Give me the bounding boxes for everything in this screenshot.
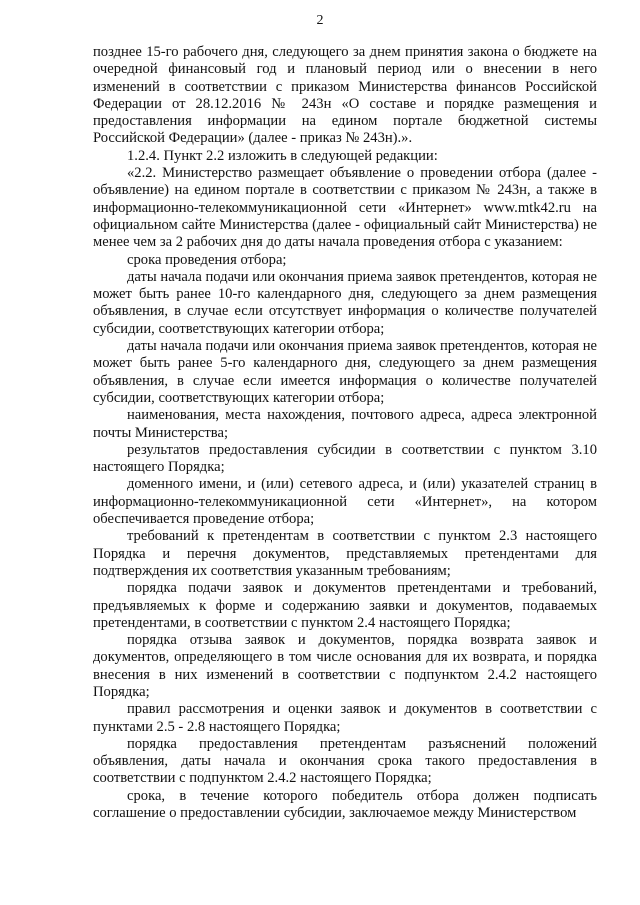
- paragraph: наименования, места нахождения, почтового адреса, адреса электронной почты Министерства;: [93, 407, 597, 441]
- paragraph: правил рассмотрения и оценки заявок и документов в соответствии с пунктами 2.5 - 2.8 настоящего Порядка;: [93, 701, 597, 735]
- paragraph: даты начала подачи или окончания приема заявок претендентов, которая не может быть ранее 5-го календарного дня, следующего за днем размещения объявления, в случае если имеется информация о количестве получателей субсидии, соответствующих категории отбора;: [93, 338, 597, 406]
- paragraph: 1.2.4. Пункт 2.2 изложить в следующей редакции:: [127, 147, 438, 164]
- paragraph: срока проведения отбора;: [127, 251, 287, 268]
- page-number: 2: [316, 13, 324, 28]
- paragraph: порядка предоставления претендентам разъяснений положений объявления, даты начала и окончания срока такого предоставления в соответствии с подпунктом 2.4.2 настоящего Порядка;: [93, 735, 597, 787]
- paragraph: даты начала подачи или окончания приема заявок претендентов, которая не может быть ранее 10-го календарного дня, следующего за днем размещения объявления, в случае если отсутствует информация о количестве получателей субсидии, соответствующих категории отбора;: [93, 268, 597, 337]
- paragraph: срока, в течение которого победитель отбора должен подписать соглашение о предоставлении субсидии, заключаемое между Министерством: [93, 787, 597, 822]
- document-body: [93, 44, 597, 822]
- paragraph: порядка отзыва заявок и документов, порядка возврата заявок и документов, определяющего в том числе основания для их возврата, и порядка внесения в них изменений в соответствии с подпунктом 2.4.2 настоящего Порядка;: [93, 632, 597, 700]
- paragraph: позднее 15-го рабочего дня, следующего за днем принятия закона о бюджете на очередной финансовый год и плановый период или о внесении в него изменений в соответствии с приказом Министерства финансов Российской Федерации от 28.12.2016 № 243н «О составе и порядке размещения и предоставления информации на едином портале бюджетной системы Российской Федерации» (далее - приказ № 243н).».: [93, 44, 597, 147]
- paragraph: порядка подачи заявок и документов претендентами и требований, предъявляемых к форме и содержанию заявки и документов, подаваемых претендентами, в соответствии с пунктом 2.4 настоящего Порядка;: [93, 580, 597, 631]
- paragraph: доменного имени, и (или) сетевого адреса, и (или) указателей страниц в информационно-телекоммуникационной сети «Интернет», на котором обеспечивается проведение отбора;: [93, 476, 597, 528]
- paragraph: требований к претендентам в соответствии с пунктом 2.3 настоящего Порядка и перечня документов, представляемых претендентами для подтверждения их соответствия указанным требованиям;: [93, 528, 597, 579]
- paragraph: результатов предоставления субсидии в соответствии с пунктом 3.10 настоящего Порядка;: [93, 441, 597, 476]
- paragraph: «2.2. Министерство размещает объявление о проведении отбора (далее - объявление) на едином портале в соответствии с приказом № 243н, а также в информационно-телекоммуникационной сети «Интернет» www.mtk42.ru на официальном сайте Министерства (далее - официальный сайт Министерства) не менее чем за 2 рабочих дня до даты начала проведения отбора с указанием:: [93, 165, 597, 251]
